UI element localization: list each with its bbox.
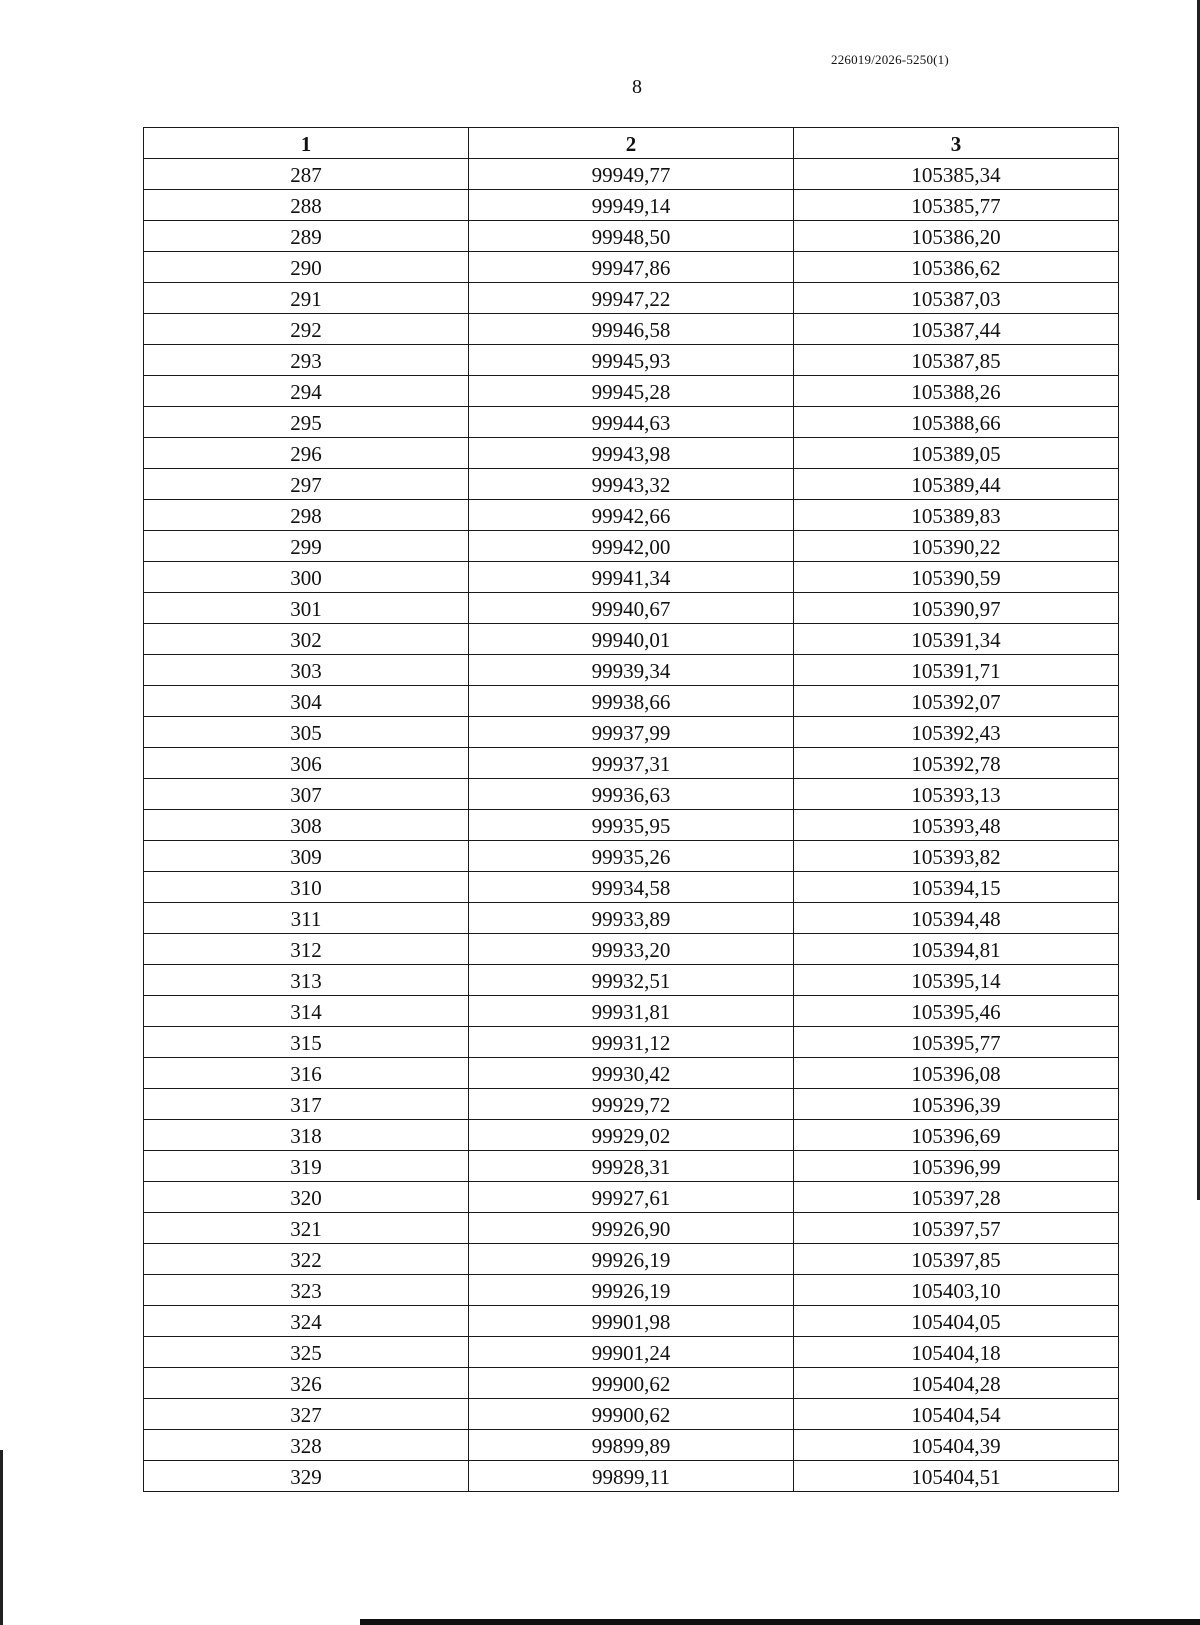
table-row bbox=[144, 1461, 1119, 1492]
x-coordinate-cell: 99937,31 bbox=[469, 748, 794, 779]
table-row bbox=[144, 1306, 1119, 1337]
x-coordinate-cell: 99930,42 bbox=[469, 1058, 794, 1089]
x-coordinate-cell: 99949,77 bbox=[469, 159, 794, 190]
table-row bbox=[144, 872, 1119, 903]
table-row bbox=[144, 345, 1119, 376]
point-number-cell: 300 bbox=[144, 562, 469, 593]
y-coordinate-cell: 105393,13 bbox=[794, 779, 1119, 810]
point-number-cell: 312 bbox=[144, 934, 469, 965]
x-coordinate-cell: 99947,86 bbox=[469, 252, 794, 283]
x-coordinate-cell: 99936,63 bbox=[469, 779, 794, 810]
y-coordinate-cell: 105391,34 bbox=[794, 624, 1119, 655]
x-coordinate-cell: 99938,66 bbox=[469, 686, 794, 717]
point-number-cell: 309 bbox=[144, 841, 469, 872]
point-number-cell: 318 bbox=[144, 1120, 469, 1151]
x-coordinate-cell: 99949,14 bbox=[469, 190, 794, 221]
y-coordinate-cell: 105392,07 bbox=[794, 686, 1119, 717]
table-row bbox=[144, 996, 1119, 1027]
table-row bbox=[144, 221, 1119, 252]
table-row bbox=[144, 1337, 1119, 1368]
table-body bbox=[144, 159, 1119, 1492]
y-coordinate-cell: 105385,34 bbox=[794, 159, 1119, 190]
y-coordinate-cell: 105389,05 bbox=[794, 438, 1119, 469]
point-number-cell: 310 bbox=[144, 872, 469, 903]
point-number-cell: 303 bbox=[144, 655, 469, 686]
y-coordinate-cell: 105387,85 bbox=[794, 345, 1119, 376]
x-coordinate-cell: 99942,66 bbox=[469, 500, 794, 531]
y-coordinate-cell: 105393,82 bbox=[794, 841, 1119, 872]
x-coordinate-cell: 99927,61 bbox=[469, 1182, 794, 1213]
table-row bbox=[144, 1244, 1119, 1275]
point-number-cell: 289 bbox=[144, 221, 469, 252]
x-coordinate-cell: 99926,19 bbox=[469, 1275, 794, 1306]
table-row bbox=[144, 748, 1119, 779]
table-row bbox=[144, 1151, 1119, 1182]
point-number-cell: 320 bbox=[144, 1182, 469, 1213]
point-number-cell: 319 bbox=[144, 1151, 469, 1182]
table-row bbox=[144, 469, 1119, 500]
table-row bbox=[144, 903, 1119, 934]
y-coordinate-cell: 105397,57 bbox=[794, 1213, 1119, 1244]
point-number-cell: 288 bbox=[144, 190, 469, 221]
y-coordinate-cell: 105389,83 bbox=[794, 500, 1119, 531]
column-header-3: 3 bbox=[794, 128, 1119, 159]
x-coordinate-cell: 99946,58 bbox=[469, 314, 794, 345]
point-number-cell: 290 bbox=[144, 252, 469, 283]
table-row bbox=[144, 1089, 1119, 1120]
x-coordinate-cell: 99931,81 bbox=[469, 996, 794, 1027]
y-coordinate-cell: 105397,28 bbox=[794, 1182, 1119, 1213]
table-row bbox=[144, 283, 1119, 314]
point-number-cell: 297 bbox=[144, 469, 469, 500]
point-number-cell: 311 bbox=[144, 903, 469, 934]
x-coordinate-cell: 99900,62 bbox=[469, 1399, 794, 1430]
table-row bbox=[144, 500, 1119, 531]
x-coordinate-cell: 99926,19 bbox=[469, 1244, 794, 1275]
x-coordinate-cell: 99948,50 bbox=[469, 221, 794, 252]
point-number-cell: 296 bbox=[144, 438, 469, 469]
y-coordinate-cell: 105397,85 bbox=[794, 1244, 1119, 1275]
table-row bbox=[144, 376, 1119, 407]
x-coordinate-cell: 99934,58 bbox=[469, 872, 794, 903]
x-coordinate-cell: 99901,24 bbox=[469, 1337, 794, 1368]
y-coordinate-cell: 105392,43 bbox=[794, 717, 1119, 748]
table-row bbox=[144, 593, 1119, 624]
table-row bbox=[144, 252, 1119, 283]
point-number-cell: 301 bbox=[144, 593, 469, 624]
column-header-1: 1 bbox=[144, 128, 469, 159]
table-row bbox=[144, 1120, 1119, 1151]
table-row bbox=[144, 624, 1119, 655]
point-number-cell: 328 bbox=[144, 1430, 469, 1461]
x-coordinate-cell: 99941,34 bbox=[469, 562, 794, 593]
x-coordinate-cell: 99929,02 bbox=[469, 1120, 794, 1151]
y-coordinate-cell: 105396,99 bbox=[794, 1151, 1119, 1182]
table-row bbox=[144, 717, 1119, 748]
y-coordinate-cell: 105386,62 bbox=[794, 252, 1119, 283]
point-number-cell: 326 bbox=[144, 1368, 469, 1399]
column-header-2: 2 bbox=[469, 128, 794, 159]
table-row bbox=[144, 438, 1119, 469]
point-number-cell: 302 bbox=[144, 624, 469, 655]
table-row bbox=[144, 1213, 1119, 1244]
table-row bbox=[144, 1027, 1119, 1058]
y-coordinate-cell: 105404,18 bbox=[794, 1337, 1119, 1368]
y-coordinate-cell: 105387,44 bbox=[794, 314, 1119, 345]
point-number-cell: 315 bbox=[144, 1027, 469, 1058]
x-coordinate-cell: 99931,12 bbox=[469, 1027, 794, 1058]
table-row bbox=[144, 159, 1119, 190]
point-number-cell: 299 bbox=[144, 531, 469, 562]
y-coordinate-cell: 105388,26 bbox=[794, 376, 1119, 407]
y-coordinate-cell: 105396,69 bbox=[794, 1120, 1119, 1151]
table-row bbox=[144, 810, 1119, 841]
x-coordinate-cell: 99933,20 bbox=[469, 934, 794, 965]
y-coordinate-cell: 105395,77 bbox=[794, 1027, 1119, 1058]
x-coordinate-cell: 99937,99 bbox=[469, 717, 794, 748]
x-coordinate-cell: 99944,63 bbox=[469, 407, 794, 438]
x-coordinate-cell: 99926,90 bbox=[469, 1213, 794, 1244]
y-coordinate-cell: 105390,22 bbox=[794, 531, 1119, 562]
point-number-cell: 294 bbox=[144, 376, 469, 407]
y-coordinate-cell: 105404,28 bbox=[794, 1368, 1119, 1399]
scan-edge-left bbox=[0, 1450, 3, 1625]
table-row bbox=[144, 1058, 1119, 1089]
y-coordinate-cell: 105395,46 bbox=[794, 996, 1119, 1027]
y-coordinate-cell: 105387,03 bbox=[794, 283, 1119, 314]
y-coordinate-cell: 105389,44 bbox=[794, 469, 1119, 500]
x-coordinate-cell: 99935,26 bbox=[469, 841, 794, 872]
table-row bbox=[144, 562, 1119, 593]
point-number-cell: 317 bbox=[144, 1089, 469, 1120]
point-number-cell: 313 bbox=[144, 965, 469, 996]
y-coordinate-cell: 105403,10 bbox=[794, 1275, 1119, 1306]
y-coordinate-cell: 105404,51 bbox=[794, 1461, 1119, 1492]
point-number-cell: 327 bbox=[144, 1399, 469, 1430]
x-coordinate-cell: 99945,93 bbox=[469, 345, 794, 376]
point-number-cell: 307 bbox=[144, 779, 469, 810]
table-row bbox=[144, 531, 1119, 562]
y-coordinate-cell: 105386,20 bbox=[794, 221, 1119, 252]
y-coordinate-cell: 105396,08 bbox=[794, 1058, 1119, 1089]
point-number-cell: 305 bbox=[144, 717, 469, 748]
point-number-cell: 293 bbox=[144, 345, 469, 376]
point-number-cell: 316 bbox=[144, 1058, 469, 1089]
x-coordinate-cell: 99899,11 bbox=[469, 1461, 794, 1492]
point-number-cell: 323 bbox=[144, 1275, 469, 1306]
table-row bbox=[144, 841, 1119, 872]
point-number-cell: 308 bbox=[144, 810, 469, 841]
point-number-cell: 324 bbox=[144, 1306, 469, 1337]
point-number-cell: 322 bbox=[144, 1244, 469, 1275]
table-row bbox=[144, 190, 1119, 221]
y-coordinate-cell: 105391,71 bbox=[794, 655, 1119, 686]
y-coordinate-cell: 105392,78 bbox=[794, 748, 1119, 779]
x-coordinate-cell: 99947,22 bbox=[469, 283, 794, 314]
table-row bbox=[144, 1275, 1119, 1306]
x-coordinate-cell: 99939,34 bbox=[469, 655, 794, 686]
point-number-cell: 287 bbox=[144, 159, 469, 190]
x-coordinate-cell: 99943,98 bbox=[469, 438, 794, 469]
point-number-cell: 298 bbox=[144, 500, 469, 531]
table-row bbox=[144, 1368, 1119, 1399]
x-coordinate-cell: 99932,51 bbox=[469, 965, 794, 996]
table-header-row bbox=[144, 128, 1119, 159]
coordinates-table bbox=[143, 127, 1119, 1492]
y-coordinate-cell: 105390,97 bbox=[794, 593, 1119, 624]
y-coordinate-cell: 105404,05 bbox=[794, 1306, 1119, 1337]
y-coordinate-cell: 105393,48 bbox=[794, 810, 1119, 841]
table-row bbox=[144, 407, 1119, 438]
point-number-cell: 304 bbox=[144, 686, 469, 717]
y-coordinate-cell: 105385,77 bbox=[794, 190, 1119, 221]
x-coordinate-cell: 99928,31 bbox=[469, 1151, 794, 1182]
table-row bbox=[144, 1399, 1119, 1430]
table-row bbox=[144, 314, 1119, 345]
point-number-cell: 295 bbox=[144, 407, 469, 438]
table-row bbox=[144, 965, 1119, 996]
table-row bbox=[144, 686, 1119, 717]
point-number-cell: 329 bbox=[144, 1461, 469, 1492]
y-coordinate-cell: 105390,59 bbox=[794, 562, 1119, 593]
scan-edge-bottom bbox=[360, 1619, 1200, 1625]
x-coordinate-cell: 99933,89 bbox=[469, 903, 794, 934]
x-coordinate-cell: 99901,98 bbox=[469, 1306, 794, 1337]
point-number-cell: 291 bbox=[144, 283, 469, 314]
point-number-cell: 321 bbox=[144, 1213, 469, 1244]
table-row bbox=[144, 1430, 1119, 1461]
y-coordinate-cell: 105388,66 bbox=[794, 407, 1119, 438]
x-coordinate-cell: 99940,67 bbox=[469, 593, 794, 624]
x-coordinate-cell: 99900,62 bbox=[469, 1368, 794, 1399]
table-row bbox=[144, 934, 1119, 965]
y-coordinate-cell: 105394,81 bbox=[794, 934, 1119, 965]
point-number-cell: 314 bbox=[144, 996, 469, 1027]
y-coordinate-cell: 105395,14 bbox=[794, 965, 1119, 996]
y-coordinate-cell: 105404,54 bbox=[794, 1399, 1119, 1430]
point-number-cell: 292 bbox=[144, 314, 469, 345]
y-coordinate-cell: 105394,15 bbox=[794, 872, 1119, 903]
x-coordinate-cell: 99935,95 bbox=[469, 810, 794, 841]
y-coordinate-cell: 105404,39 bbox=[794, 1430, 1119, 1461]
x-coordinate-cell: 99945,28 bbox=[469, 376, 794, 407]
page-number: 8 bbox=[632, 76, 642, 98]
x-coordinate-cell: 99943,32 bbox=[469, 469, 794, 500]
y-coordinate-cell: 105394,48 bbox=[794, 903, 1119, 934]
table-row bbox=[144, 1182, 1119, 1213]
x-coordinate-cell: 99929,72 bbox=[469, 1089, 794, 1120]
document-reference-number: 226019/2026-5250(1) bbox=[831, 52, 949, 67]
point-number-cell: 325 bbox=[144, 1337, 469, 1368]
x-coordinate-cell: 99899,89 bbox=[469, 1430, 794, 1461]
x-coordinate-cell: 99940,01 bbox=[469, 624, 794, 655]
y-coordinate-cell: 105396,39 bbox=[794, 1089, 1119, 1120]
x-coordinate-cell: 99942,00 bbox=[469, 531, 794, 562]
table-row bbox=[144, 779, 1119, 810]
table-row bbox=[144, 655, 1119, 686]
point-number-cell: 306 bbox=[144, 748, 469, 779]
